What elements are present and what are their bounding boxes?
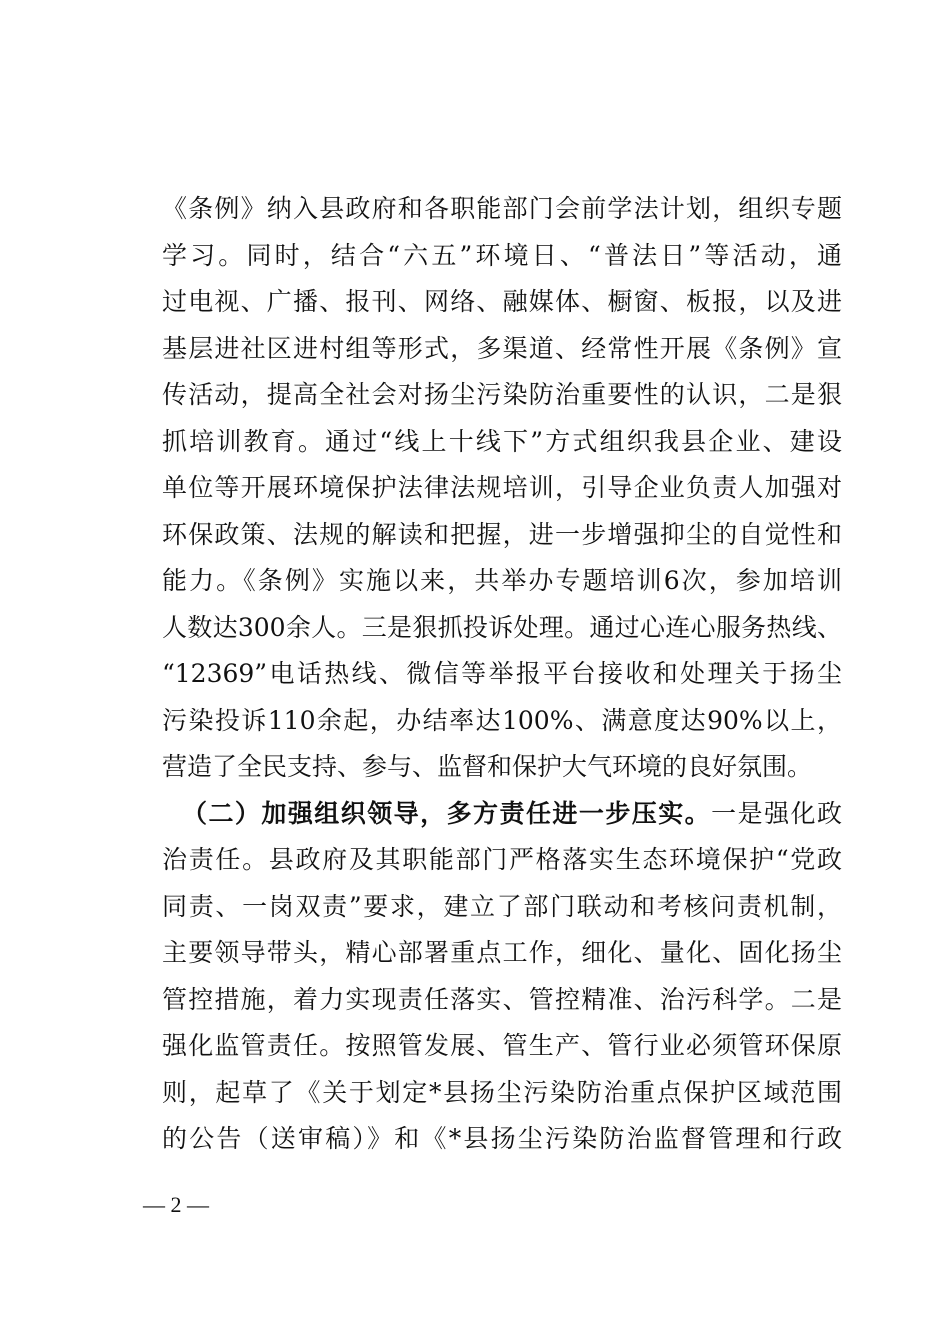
- body-line: 治责任。县政府及其职能部门严格落实生态环境保护“党政: [162, 845, 842, 874]
- body-line: 过电视、广播、报刊、网络、融媒体、橱窗、板报，以及进: [162, 287, 842, 316]
- body-line: 管控措施，着力实现责任落实、管控精准、治污科学。二是: [162, 984, 842, 1014]
- body-line: 抓培训教育。通过“线上十线下”方式组织我县企业、建设: [162, 426, 842, 456]
- body-line: 主要领导带头，精心部署重点工作，细化、量化、固化扬尘: [162, 938, 842, 967]
- body-line: “12369”电话热线、微信等举报平台接收和处理关于扬尘: [162, 659, 842, 688]
- body-line: 人数达300余人。三是狠抓投诉处理。通过心连心服务热线、: [162, 612, 842, 642]
- body-line: 基层进社区进村组等形式，多渠道、经常性开展《条例》宣: [162, 333, 842, 363]
- body-line: 强化监管责任。按照管发展、管生产、管行业必须管环保原: [162, 1031, 842, 1060]
- body-line: 的公告（送审稿）》和《*县扬尘污染防治监督管理和行政: [162, 1124, 842, 1153]
- body-line: 能力。《条例》实施以来，共举办专题培训6次，参加培训: [162, 566, 842, 595]
- body-line: 同责、一岗双责”要求，建立了部门联动和考核问责机制，: [162, 891, 842, 921]
- body-line: 《条例》纳入县政府和各职能部门会前学法计划，组织专题: [162, 194, 842, 223]
- body-line: 营造了全民支持、参与、监督和保护大气环境的良好氛围。: [162, 752, 813, 781]
- body-line: 则，起草了《关于划定*县扬尘污染防治重点保护区域范围: [162, 1077, 842, 1107]
- body-line: 单位等开展环境保护法律法规培训，引导企业负责人加强对: [162, 473, 842, 502]
- section-heading: （二）加强组织领导，多方责任进一步压实。: [182, 798, 712, 828]
- section-heading-rest: 一是强化政: [711, 798, 842, 828]
- body-line: 环保政策、法规的解读和把握，进一步增强抑尘的自觉性和: [162, 519, 842, 549]
- document-body: [162, 186, 842, 1163]
- body-line: 传活动，提高全社会对扬尘污染防治重要性的认识，二是狠: [162, 380, 842, 409]
- page-number: — 2 —: [143, 1192, 209, 1217]
- section-heading-line: [162, 791, 842, 838]
- body-line: 污染投诉110余起，办结率达100%、满意度达90%以上，: [162, 705, 842, 735]
- body-line: 学习。同时，结合“六五”环境日、“普法日”等活动，通: [162, 240, 842, 270]
